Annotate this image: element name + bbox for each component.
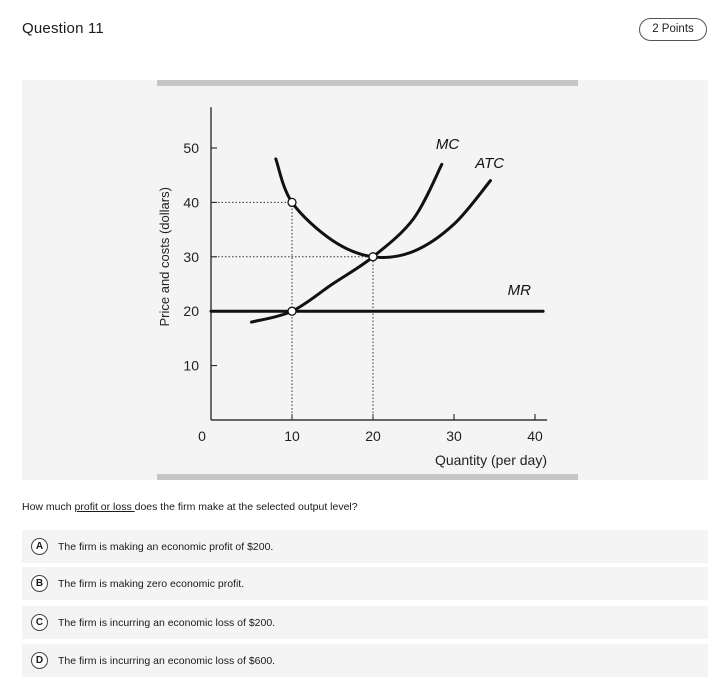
y-tick-label: 10 xyxy=(183,357,199,374)
x-tick-label: 10 xyxy=(284,428,300,444)
x-tick-label: 40 xyxy=(527,428,543,444)
option-text: The firm is incurring an economic loss of $200. xyxy=(58,616,276,629)
option-text: The firm is incurring an economic loss of $600. xyxy=(58,654,276,667)
option-letter-badge[interactable]: C xyxy=(31,614,48,631)
points-badge: 2 Points xyxy=(639,18,707,41)
prompt-text-after: does the firm make at the selected output level? xyxy=(134,501,358,513)
intersection-point xyxy=(369,253,377,261)
option-d[interactable] xyxy=(22,644,708,677)
option-b[interactable] xyxy=(22,567,708,600)
option-letter-badge[interactable]: A xyxy=(31,538,48,555)
y-tick-label: 40 xyxy=(183,194,199,211)
question-prompt xyxy=(22,501,358,513)
series-label-mc: MC xyxy=(435,136,460,154)
y-axis-title: Price and costs (dollars) xyxy=(157,187,172,327)
option-text: The firm is making zero economic profit. xyxy=(58,577,245,590)
option-text: The firm is making an economic profit of $200. xyxy=(58,540,274,553)
y-tick-label: 50 xyxy=(183,140,199,156)
question-title: Question 11 xyxy=(22,20,104,37)
x-tick-label: 0 xyxy=(198,428,206,444)
series-label-mr: MR xyxy=(507,281,531,299)
prompt-link[interactable]: profit or loss xyxy=(74,501,135,513)
y-tick-label: 30 xyxy=(183,248,199,265)
option-letter-badge[interactable]: D xyxy=(31,652,48,669)
y-tick-label: 20 xyxy=(183,303,199,320)
option-letter-badge[interactable]: B xyxy=(31,575,48,592)
x-axis-title: Quantity (per day) xyxy=(434,452,547,468)
option-a[interactable] xyxy=(22,530,708,563)
series-label-atc: ATC xyxy=(475,155,505,173)
prompt-text-before: How much xyxy=(22,501,75,513)
intersection-point xyxy=(288,307,296,315)
curve-atc xyxy=(276,159,491,258)
x-tick-label: 30 xyxy=(446,428,462,444)
option-c[interactable] xyxy=(22,606,708,639)
curve-mc xyxy=(252,164,442,322)
intersection-point xyxy=(288,198,296,206)
x-tick-label: 20 xyxy=(365,428,381,444)
